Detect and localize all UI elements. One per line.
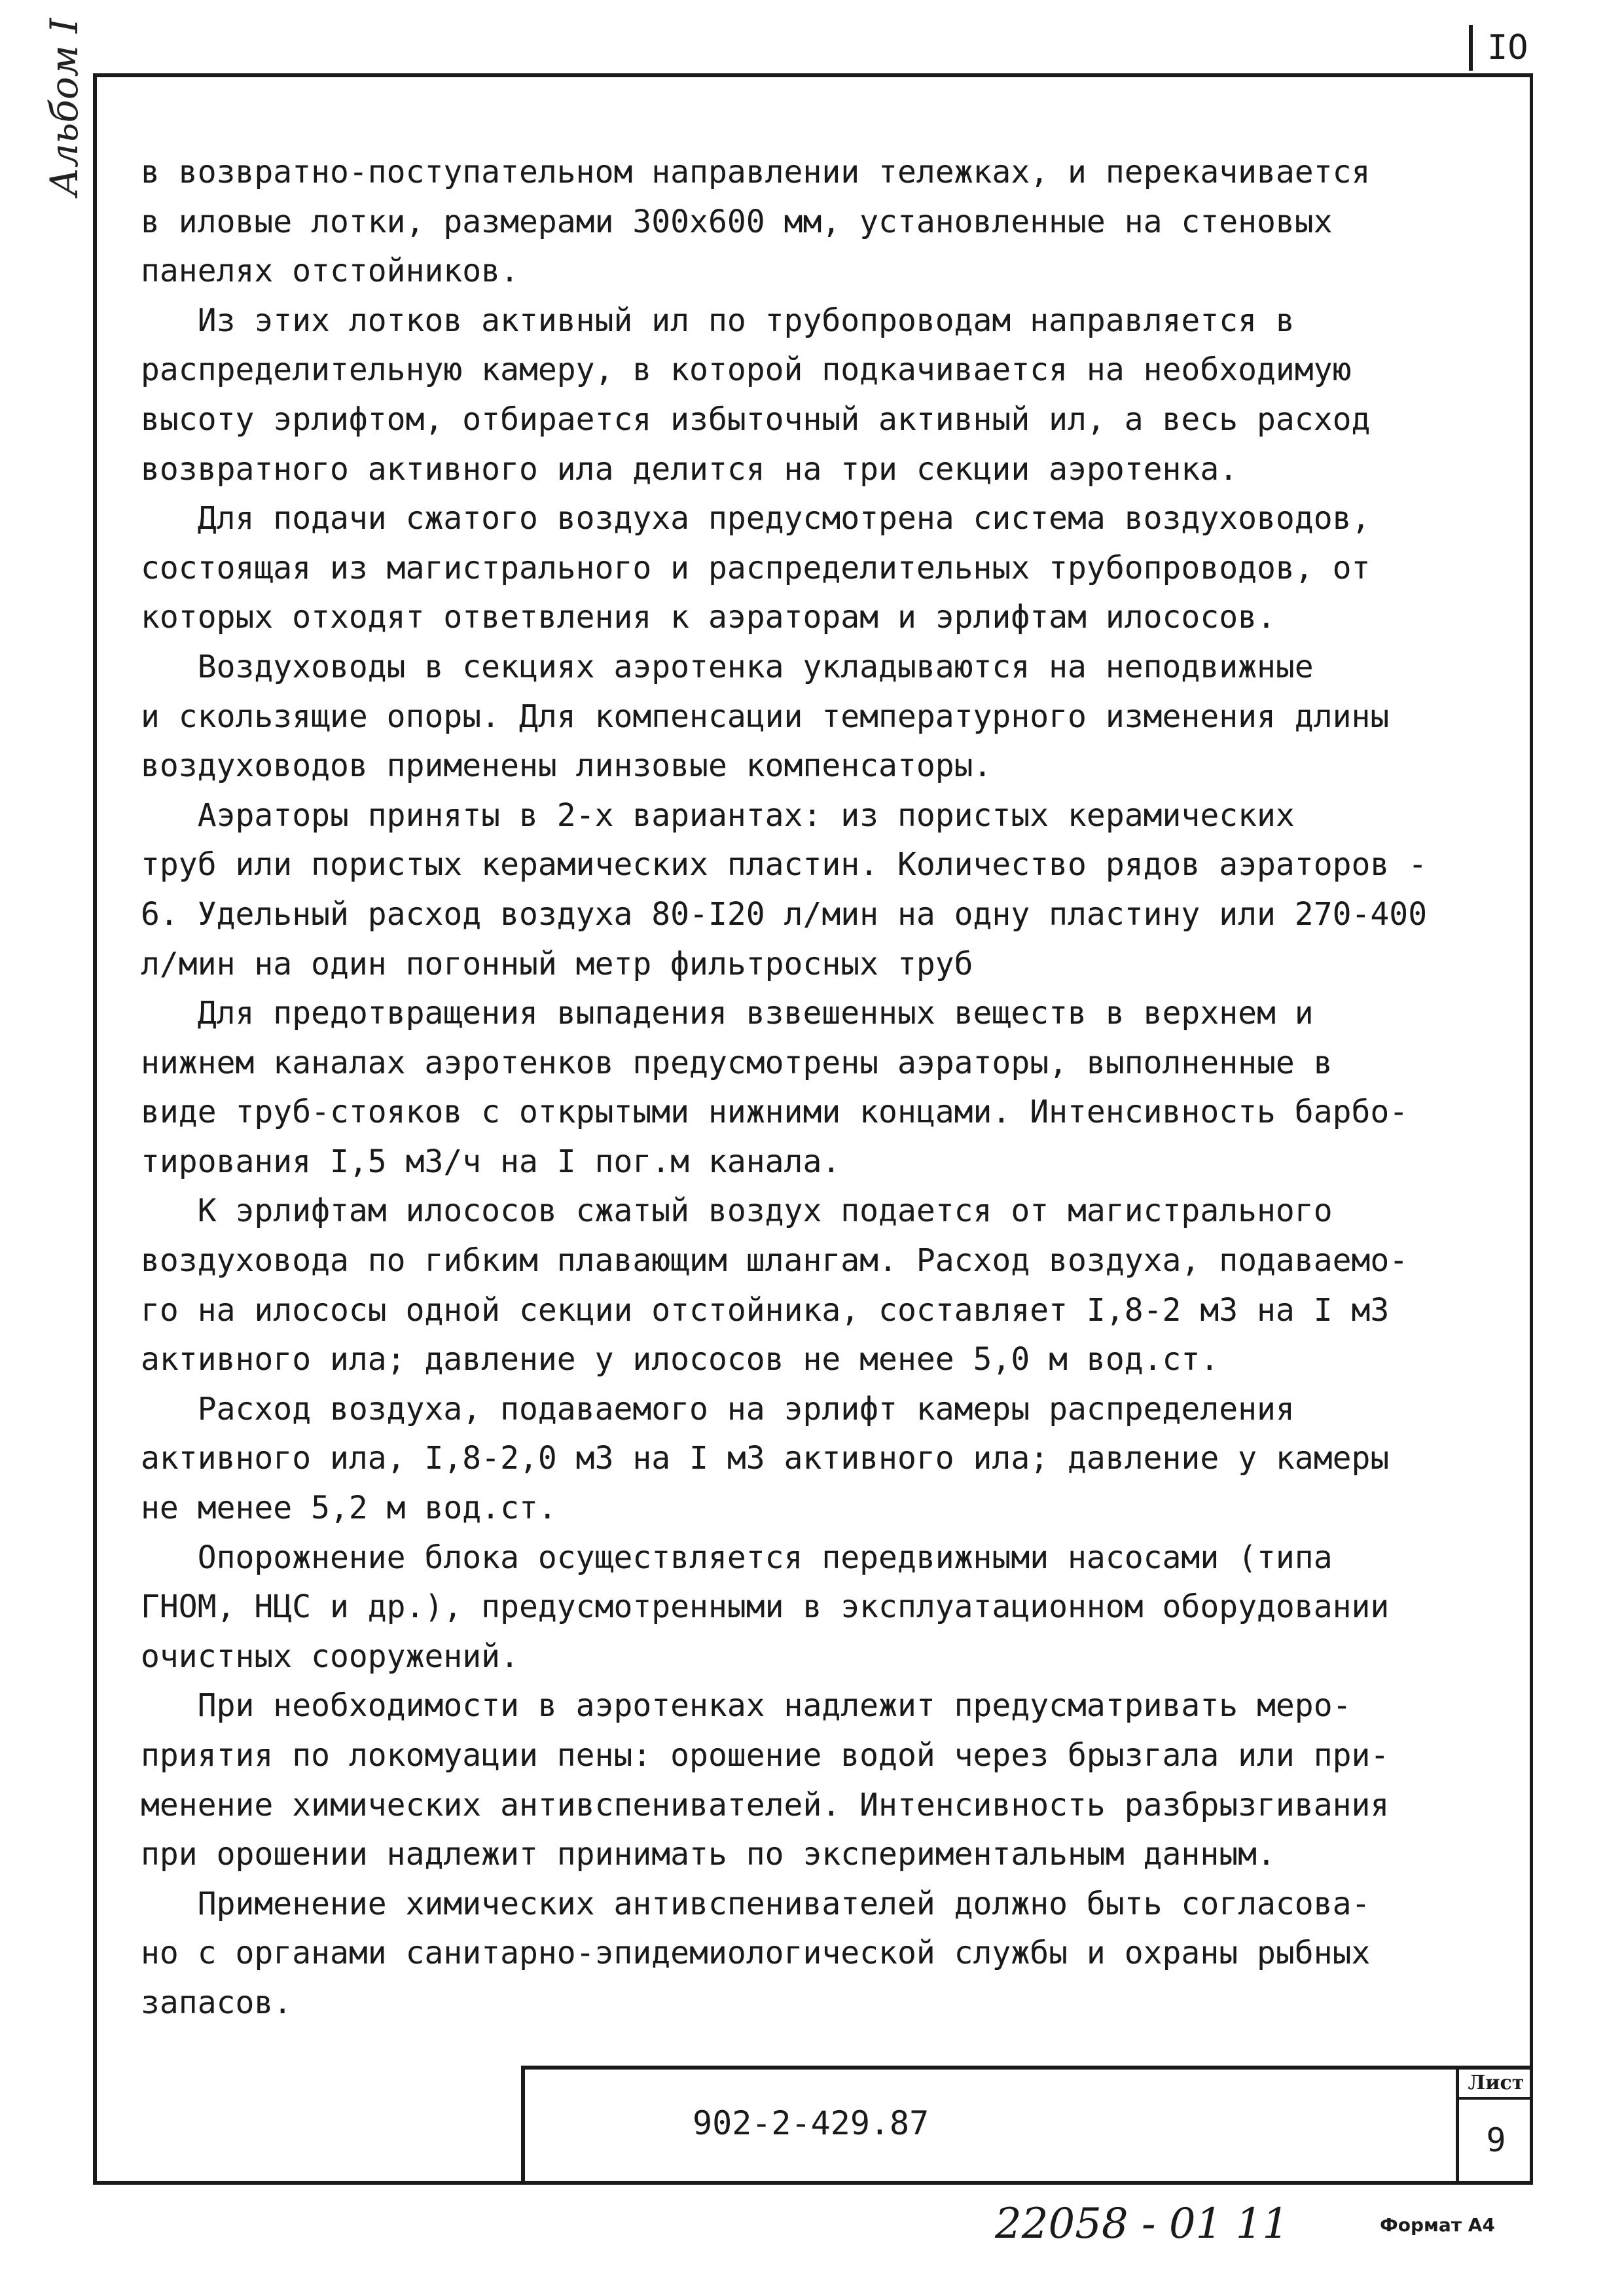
text-line: го на илососы одной секции отстойника, составляет I,8-2 м3 на I м3 xyxy=(141,1291,1390,1329)
text-line: Для подачи сжатого воздуха предусмотрена система воздуховодов, xyxy=(141,500,1371,537)
text-line: воздуховодов применены линзовые компенсаторы. xyxy=(141,747,992,785)
text-line: Из этих лотков активный ил по трубопроводам направляется в xyxy=(141,302,1295,339)
text-line: Для предотвращения выпадения взвешенных веществ в верхнем и xyxy=(141,995,1314,1032)
body-text xyxy=(141,148,1528,2028)
text-line: виде труб-стояков с открытыми нижними концами. Интенсивность барбо- xyxy=(141,1094,1409,1131)
text-line: панелях отстойников. xyxy=(141,253,519,290)
text-line: в возвратно-поступательном направлении тележках, и перекачивается xyxy=(141,154,1371,190)
sheet-label: Лист xyxy=(1459,2070,1533,2100)
text-line: запасов. xyxy=(141,1984,293,2021)
text-line: Расход воздуха, подаваемого на эрлифт камеры распределения xyxy=(141,1390,1295,1427)
text-line: очистных сооружений. xyxy=(141,1638,519,1675)
text-line: Аэраторы приняты в 2-х вариантах: из пористых керамических xyxy=(141,797,1295,834)
text-line: труб или пористых керамических пластин. Количество рядов аэраторов - xyxy=(141,846,1428,884)
inventory-number: 22058 - 01 11 xyxy=(995,2200,1290,2248)
text-line: которых отходят ответвления к аэраторам и эрлифтам илососов. xyxy=(141,599,1276,636)
text-line: приятия по локомуации пены: орошение водой через брызгала или при- xyxy=(141,1737,1390,1774)
text-line: Опорожнение блока осуществляется передвижными насосами (типа xyxy=(141,1539,1333,1576)
format-label: Формат А4 xyxy=(1380,2214,1495,2236)
sheet-box xyxy=(1456,2070,1533,2185)
text-line: высоту эрлифтом, отбирается избыточный активный ил, а весь расход xyxy=(141,401,1371,438)
text-line: л/мин на один погонный метр фильтросных труб xyxy=(141,945,973,982)
text-line: 6. Удельный расход воздуха 80-I20 л/мин на одну пластину или 270-400 xyxy=(141,895,1428,933)
text-line: нижнем каналах аэротенков предусмотрены аэраторы, выполненные в xyxy=(141,1044,1333,1081)
text-line: состоящая из магистрального и распределительных трубопроводов, от xyxy=(141,549,1371,586)
text-line: и скользящие опоры. Для компенсации температурного изменения длины xyxy=(141,698,1390,735)
text-line: менение химических антивспенивателей. Интенсивность разбрызгивания xyxy=(141,1786,1390,1823)
text-line: возвратного активного ила делится на три секции аэротенка. xyxy=(141,450,1238,488)
title-block xyxy=(521,2066,1533,2185)
sheet-number: 9 xyxy=(1486,2121,1506,2159)
text-line: распределительную камеру, в которой подкачивается на необходимую xyxy=(141,351,1352,389)
document-designation: 902-2-429.87 xyxy=(693,2104,929,2142)
text-line: При необходимости в аэротенках надлежит предусматривать меро- xyxy=(141,1687,1352,1725)
text-line: Применение химических антивспенивателей должно быть согласова- xyxy=(141,1885,1371,1922)
text-line: активного ила; давление у илососов не менее 5,0 м вод.ст. xyxy=(141,1341,1219,1378)
text-line: ГНОМ, НЦС и др.), предусмотренными в эксплуатационном оборудовании xyxy=(141,1588,1390,1626)
text-line: тирования I,5 м3/ч на I пог.м канала. xyxy=(141,1143,841,1180)
text-line: воздуховода по гибким плавающим шлангам. Расход воздуха, подаваемо- xyxy=(141,1242,1409,1280)
text-line: но с органами санитарно-эпидемиологической службы и охраны рыбных xyxy=(141,1935,1371,1972)
side-annotation: Альбом I xyxy=(42,18,86,196)
text-line: К эрлифтам илососов сжатый воздух подается от магистрального xyxy=(141,1193,1333,1230)
text-line: активного ила, I,8-2,0 м3 на I м3 активного ила; давление у камеры xyxy=(141,1440,1390,1477)
text-line: не менее 5,2 м вод.ст. xyxy=(141,1490,557,1527)
text-line: Воздуховоды в секциях аэротенка укладываются на неподвижные xyxy=(141,648,1314,685)
text-line: при орошении надлежит принимать по экспериментальным данным. xyxy=(141,1836,1276,1873)
text-line: в иловые лотки, размерами 300х600 мм, установленные на стеновых xyxy=(141,203,1333,240)
top-page-number: IO xyxy=(1469,25,1541,71)
